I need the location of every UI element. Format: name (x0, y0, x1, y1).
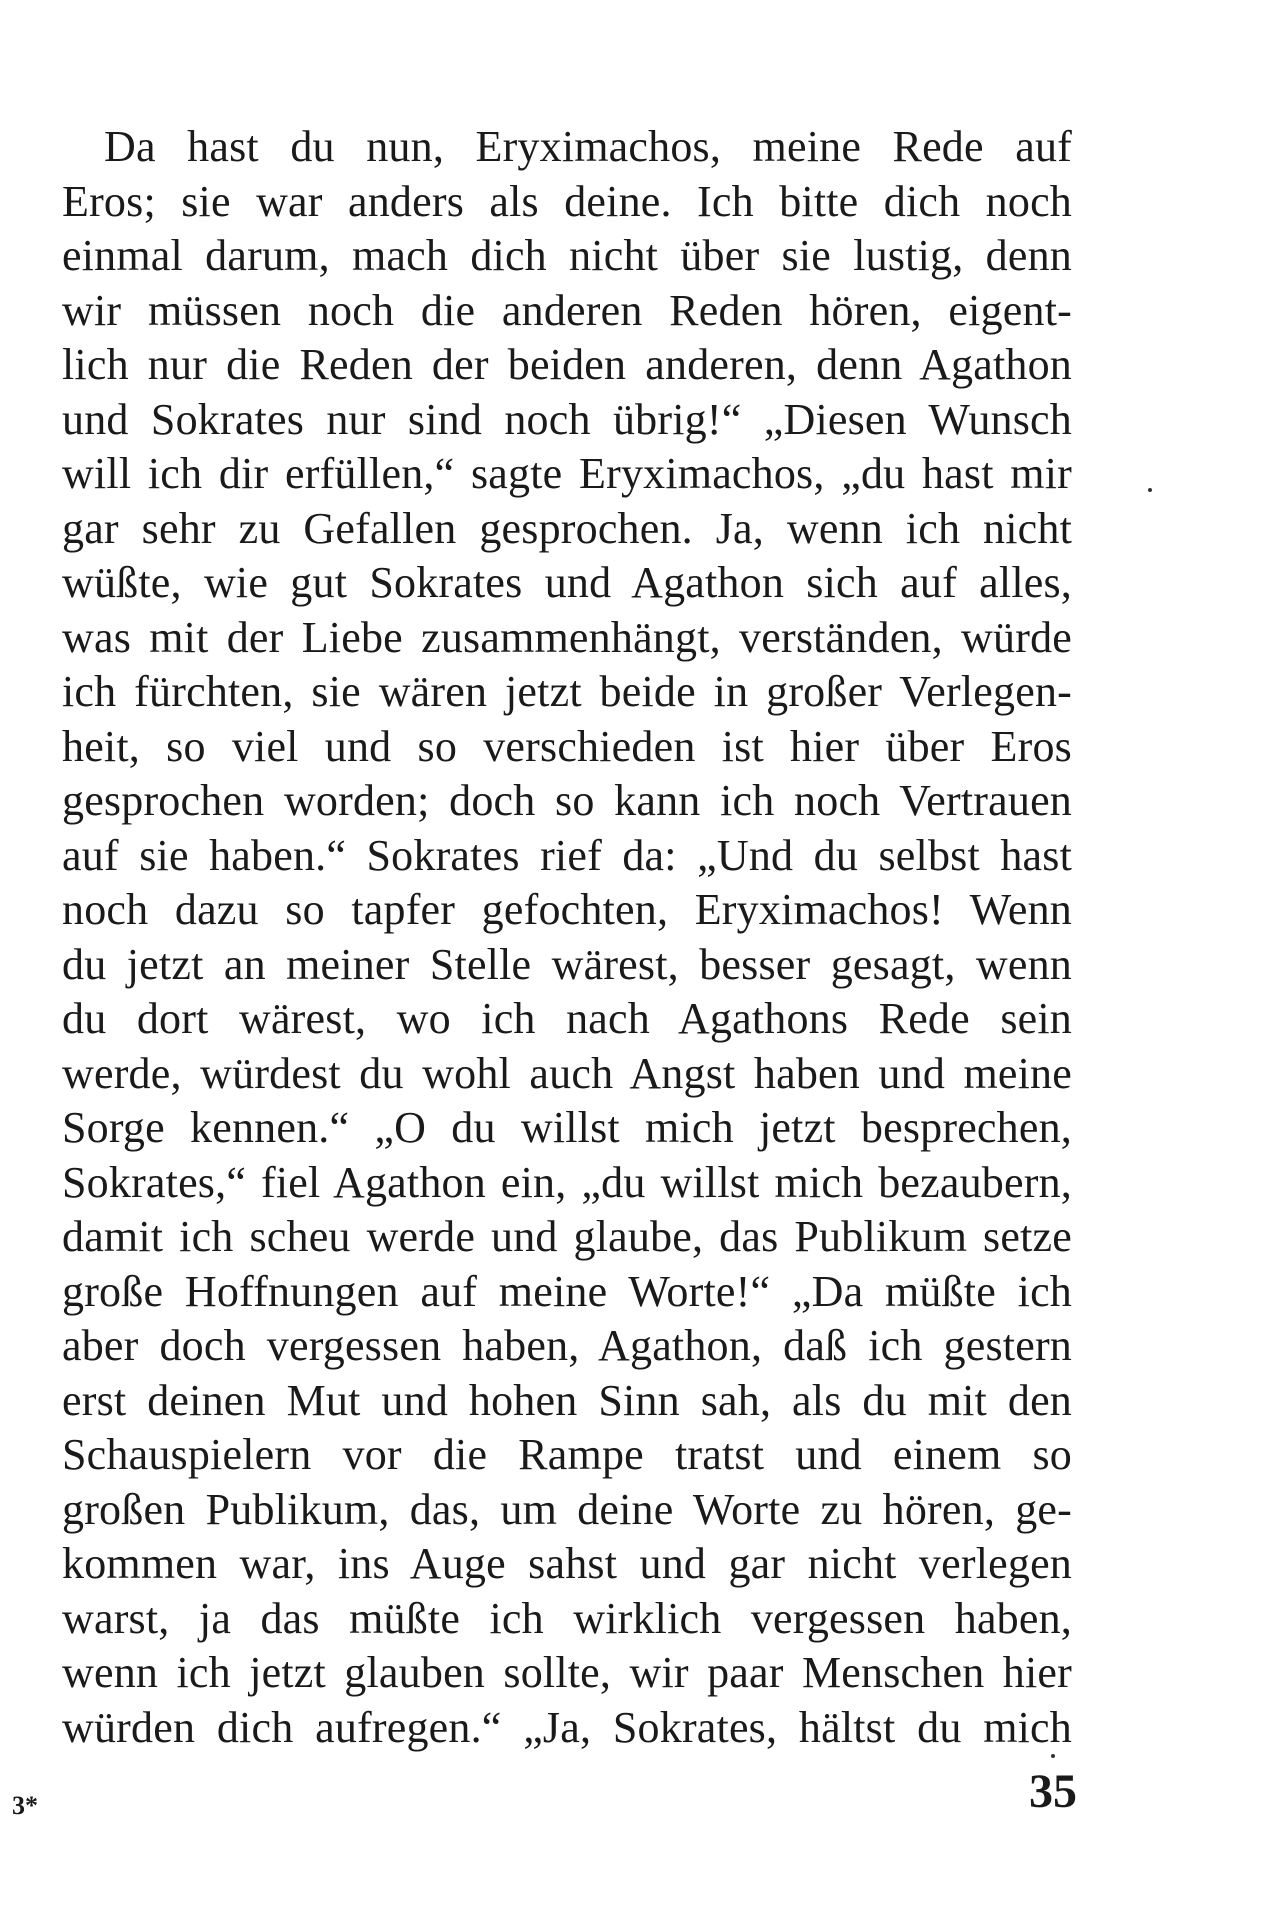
text-line: und Sokrates nur sind noch übrig!“ „Diesen Wunsch (62, 394, 1072, 444)
page-number: 35 (1029, 1765, 1077, 1818)
text-line: wüßte, wie gut Sokrates und Agathon sich auf alles, (62, 558, 1072, 607)
text-line: ich fürchten, sie wären jetzt beide in großer Verlegen- (62, 667, 1072, 716)
text-line: noch dazu so tapfer gefochten, Eryximachos! Wenn (62, 885, 1072, 934)
text-line: was mit der Liebe zusammenhängt, verständen, würde (62, 612, 1072, 662)
text-line: einmal darum, mach dich nicht über sie lustig, denn (62, 231, 1072, 280)
text-line: würden dich aufregen.“ „Ja, Sokrates, hältst du mich (62, 1702, 1072, 1752)
text-line: werde, würdest du wohl auch Angst haben und meine (62, 1048, 1072, 1098)
text-line: aber doch vergessen haben, Agathon, daß ich gestern (62, 1321, 1072, 1370)
text-line: wenn ich jetzt glauben sollte, wir paar Menschen hier (62, 1648, 1072, 1697)
text-line: großen Publikum, das, um deine Worte zu hören, ge- (62, 1484, 1072, 1534)
print-speck (1148, 488, 1152, 492)
text-line: du jetzt an meiner Stelle wärest, besser gesagt, wenn (62, 939, 1072, 989)
text-line: auf sie haben.“ Sokrates rief da: „Und du selbst hast (62, 830, 1072, 880)
text-line: gar sehr zu Gefallen gesprochen. Ja, wenn ich nicht (62, 503, 1072, 553)
body-text (62, 120, 1072, 1755)
text-line: große Hoffnungen auf meine Worte!“ „Da müßte ich (62, 1266, 1072, 1316)
text-line: du dort wärest, wo ich nach Agathons Rede sein (62, 994, 1072, 1043)
text-line: lich nur die Reden der beiden anderen, denn Agathon (62, 340, 1072, 389)
text-line: Sorge kennen.“ „O du willst mich jetzt besprechen, (62, 1103, 1072, 1152)
text-line: Da hast du nun, Eryximachos, meine Rede auf (104, 122, 1072, 171)
text-line: Sokrates,“ fiel Agathon ein, „du willst mich bezaubern, (62, 1157, 1072, 1207)
signature-mark: 3* (12, 1791, 38, 1820)
text-line: gesprochen worden; doch so kann ich noch Vertrauen (62, 776, 1072, 825)
text-line: warst, ja das müßte ich wirklich vergessen haben, (62, 1593, 1072, 1643)
text-line: Schauspielern vor die Rampe tratst und einem so (62, 1430, 1072, 1479)
text-line: will ich dir erfüllen,“ sagte Eryximachos, „du hast mir (62, 449, 1072, 498)
text-line: kommen war, ins Auge sahst und gar nicht verlegen (62, 1539, 1072, 1588)
text-line: Eros; sie war anders als deine. Ich bitte dich noch (62, 176, 1072, 226)
text-line: damit ich scheu werde und glaube, das Publikum setze (62, 1212, 1072, 1261)
print-speck (1051, 1754, 1055, 1758)
text-line: wir müssen noch die anderen Reden hören, eigent- (62, 285, 1072, 335)
text-line: erst deinen Mut und hohen Sinn sah, als du mit den (62, 1375, 1072, 1425)
text-line: heit, so viel und so verschieden ist hier über Eros (62, 721, 1072, 771)
